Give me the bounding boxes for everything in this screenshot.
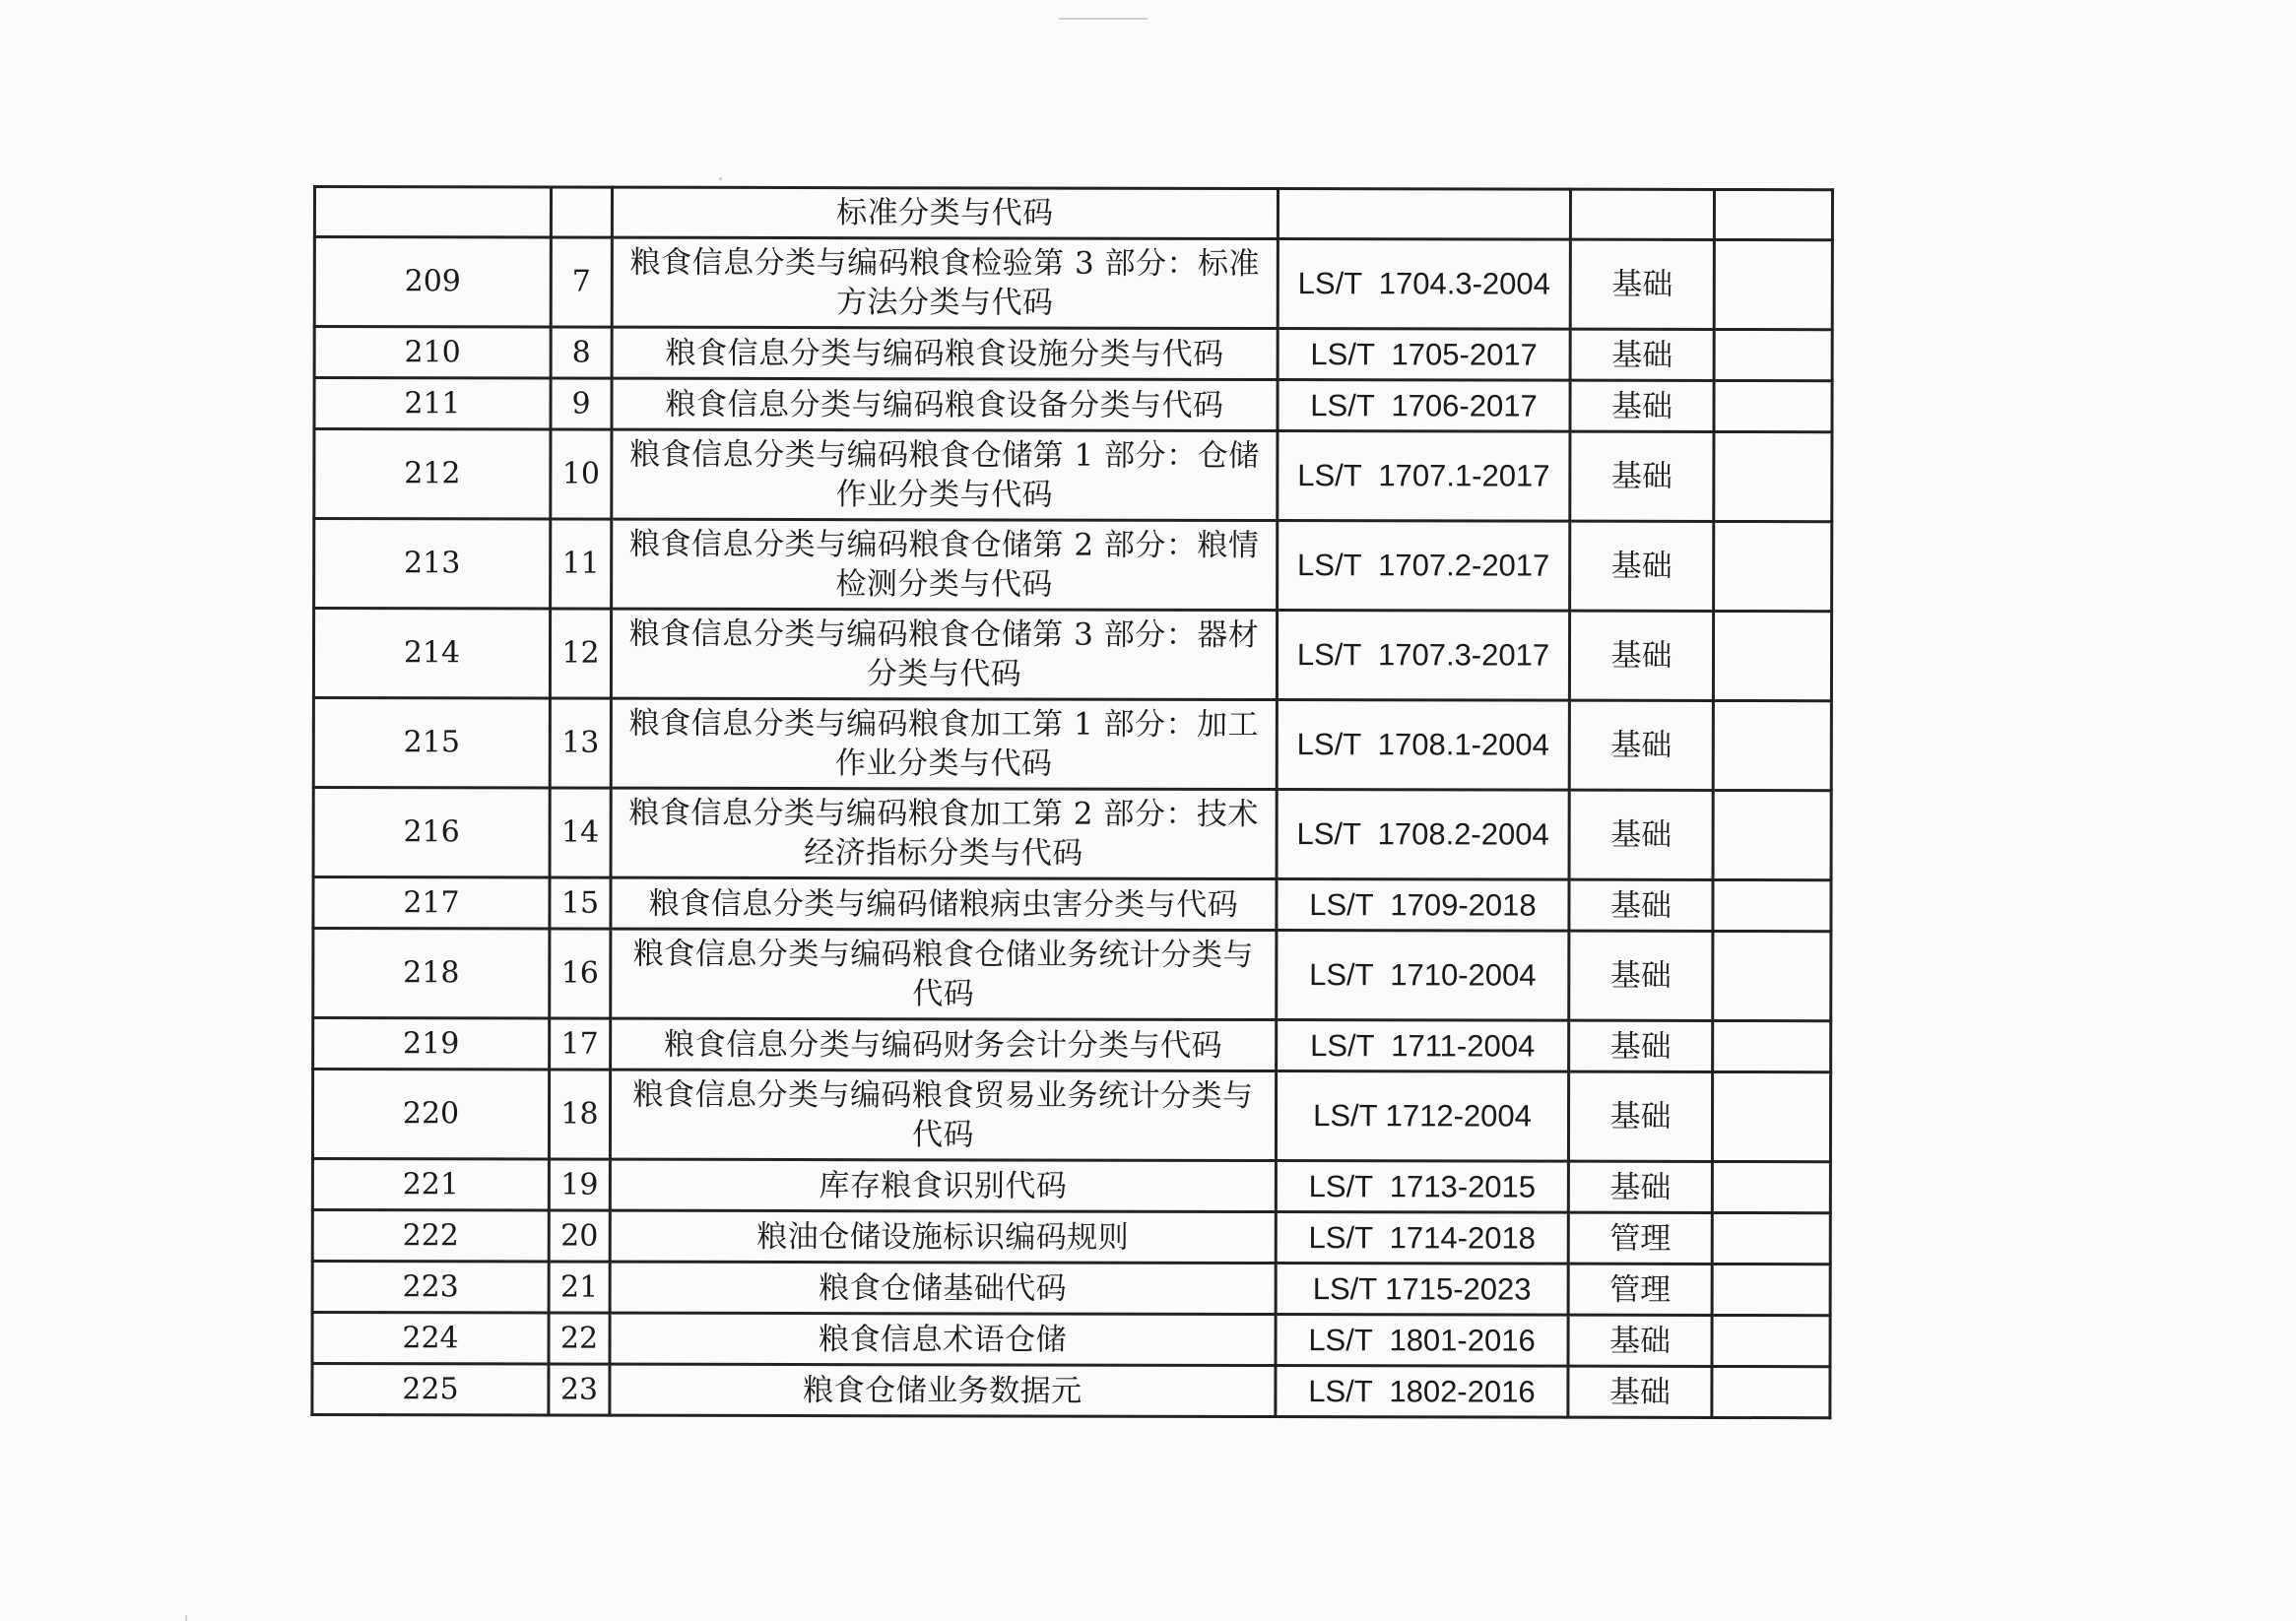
row-number-cell: 221	[312, 1159, 549, 1211]
table-row	[312, 1313, 1830, 1367]
row-number-cell: 220	[312, 1070, 549, 1160]
table-row	[312, 1210, 1830, 1264]
standard-name-cell: 粮食仓储业务数据元	[610, 1364, 1276, 1416]
category-cell: 管理	[1568, 1212, 1712, 1264]
row-number-cell: 213	[314, 519, 551, 610]
standard-code-cell: LS/T 1710-2004	[1277, 931, 1569, 1021]
standard-code-cell: LS/T 1707.3-2017	[1277, 611, 1569, 701]
standard-name-cell: 粮食信息分类与编码粮食仓储第 2 部分：粮情检测分类与代码	[612, 519, 1278, 610]
category-cell: 基础	[1569, 879, 1713, 931]
note-cell	[1714, 431, 1832, 521]
standard-code-cell: LS/T 1707.1-2017	[1278, 431, 1570, 522]
note-cell	[1712, 1315, 1830, 1366]
sub-number-cell: 21	[549, 1262, 610, 1313]
table-row	[313, 609, 1831, 701]
note-cell	[1714, 521, 1832, 611]
note-cell	[1713, 931, 1831, 1020]
row-number-cell: 210	[314, 327, 551, 379]
row-number-cell: 218	[313, 929, 550, 1019]
table-row	[313, 877, 1831, 932]
table-row	[312, 1070, 1830, 1162]
row-number-cell: 209	[314, 237, 551, 328]
standard-name-cell: 粮食信息分类与编码粮食检验第 3 部分：标准方法分类与代码	[612, 237, 1278, 328]
note-cell	[1712, 1212, 1830, 1264]
sub-number-cell: 15	[550, 877, 611, 929]
category-cell: 基础	[1569, 1020, 1713, 1071]
row-number-cell: 212	[314, 429, 551, 520]
table-row	[312, 1262, 1830, 1316]
row-number-cell: 225	[312, 1364, 549, 1416]
standard-name-cell: 粮食信息分类与编码粮食仓储第 3 部分：器材分类与代码	[611, 609, 1277, 699]
table-row	[313, 698, 1831, 791]
category-cell: 管理	[1568, 1264, 1712, 1315]
standard-name-cell: 粮食信息分类与编码储粮病虫害分类与代码	[611, 877, 1277, 930]
table-row	[313, 788, 1831, 880]
sub-number-cell: 22	[549, 1313, 610, 1364]
note-cell	[1713, 700, 1831, 790]
sub-number-cell: 8	[551, 327, 612, 378]
note-cell	[1713, 1020, 1831, 1071]
scan-speck	[185, 1615, 187, 1621]
standard-code-cell: LS/T 1706-2017	[1278, 380, 1570, 432]
standard-code-cell: LS/T 1715-2023	[1276, 1264, 1568, 1316]
standard-name-cell: 库存粮食识别代码	[610, 1159, 1276, 1211]
note-cell	[1713, 790, 1831, 879]
category-cell: 基础	[1568, 1071, 1712, 1161]
sub-number-cell: 12	[550, 609, 611, 698]
standard-code-cell: LS/T 1704.3-2004	[1278, 239, 1570, 330]
sub-number-cell: 16	[550, 929, 611, 1018]
sub-number-cell: 17	[550, 1018, 611, 1070]
table-row	[313, 929, 1831, 1021]
row-number-cell	[314, 187, 551, 238]
sub-number-cell: 20	[549, 1210, 610, 1262]
note-cell	[1712, 1264, 1830, 1315]
standard-code-cell: LS/T 1712-2004	[1276, 1071, 1568, 1162]
category-cell: 基础	[1570, 521, 1714, 611]
standard-name-cell: 粮食信息分类与编码粮食加工第 1 部分：加工作业分类与代码	[611, 698, 1277, 789]
standard-name-cell: 粮食信息分类与编码粮食加工第 2 部分：技术经济指标分类与代码	[611, 788, 1277, 878]
standard-name-cell: 粮油仓储设施标识编码规则	[610, 1210, 1276, 1263]
table-row	[312, 1364, 1830, 1418]
note-cell	[1713, 611, 1831, 700]
standard-code-cell: LS/T 1801-2016	[1276, 1315, 1568, 1367]
sub-number-cell: 10	[551, 429, 612, 519]
row-number-cell: 215	[313, 698, 550, 789]
table-row	[314, 378, 1832, 432]
standard-name-cell: 标准分类与代码	[612, 187, 1278, 238]
scan-speck	[1059, 18, 1148, 20]
note-cell	[1712, 1161, 1830, 1212]
row-number-cell: 222	[312, 1210, 549, 1263]
note-cell	[1712, 1366, 1830, 1417]
sub-number-cell: 7	[551, 237, 612, 327]
row-number-cell: 214	[313, 609, 550, 699]
standard-name-cell: 粮食信息术语仓储	[610, 1313, 1276, 1365]
sub-number-cell: 11	[551, 519, 612, 609]
standard-code-cell: LS/T 1713-2015	[1276, 1161, 1568, 1213]
note-cell	[1712, 1071, 1830, 1161]
standard-name-cell: 粮食信息分类与编码粮食仓储第 1 部分：仓储作业分类与代码	[612, 429, 1278, 520]
standard-code-cell: LS/T 1802-2016	[1276, 1366, 1568, 1418]
standard-code-cell: LS/T 1714-2018	[1276, 1212, 1568, 1264]
category-cell: 基础	[1568, 1315, 1712, 1366]
row-number-cell: 223	[312, 1262, 549, 1314]
standard-code-cell: LS/T 1709-2018	[1277, 879, 1569, 932]
category-cell: 基础	[1568, 1161, 1712, 1212]
category-cell: 基础	[1569, 700, 1713, 790]
table-row	[314, 237, 1832, 330]
category-cell: 基础	[1569, 611, 1713, 700]
row-number-cell: 224	[312, 1313, 549, 1365]
standard-code-cell: LS/T 1707.2-2017	[1278, 521, 1570, 612]
row-number-cell: 217	[313, 877, 550, 930]
standard-name-cell: 粮食信息分类与编码粮食仓储业务统计分类与代码	[611, 929, 1277, 1019]
scan-speck	[719, 177, 722, 180]
standard-code-cell: LS/T 1708.1-2004	[1277, 700, 1569, 791]
sub-number-cell: 19	[549, 1159, 610, 1210]
category-cell: 基础	[1570, 329, 1714, 380]
category-cell: 基础	[1570, 239, 1714, 329]
category-cell	[1570, 189, 1714, 239]
table-row	[314, 519, 1832, 612]
table-row	[314, 327, 1832, 381]
category-cell: 基础	[1568, 1366, 1712, 1417]
standard-code-cell: LS/T 1711-2004	[1277, 1020, 1569, 1072]
sub-number-cell: 9	[551, 378, 612, 429]
standard-code-cell: LS/T 1705-2017	[1278, 329, 1570, 381]
note-cell	[1714, 380, 1832, 431]
table-row	[314, 187, 1832, 240]
standard-name-cell: 粮食信息分类与编码粮食设施分类与代码	[612, 327, 1278, 379]
table-row	[312, 1159, 1830, 1213]
category-cell: 基础	[1569, 931, 1713, 1020]
category-cell: 基础	[1570, 380, 1714, 431]
table-row	[313, 1018, 1831, 1072]
row-number-cell: 211	[314, 378, 551, 430]
standards-table	[310, 185, 1834, 1419]
sub-number-cell	[551, 187, 612, 237]
standard-name-cell: 粮食信息分类与编码粮食设备分类与代码	[612, 378, 1278, 430]
note-cell	[1714, 189, 1832, 239]
category-cell: 基础	[1569, 790, 1713, 879]
standard-code-cell: LS/T 1708.2-2004	[1277, 790, 1569, 880]
sub-number-cell: 18	[549, 1070, 610, 1159]
standard-name-cell: 粮食仓储基础代码	[610, 1262, 1276, 1314]
note-cell	[1714, 239, 1832, 329]
sub-number-cell: 23	[549, 1364, 610, 1415]
table-row	[314, 429, 1832, 522]
sub-number-cell: 14	[550, 788, 611, 877]
row-number-cell: 216	[313, 788, 550, 878]
row-number-cell: 219	[313, 1018, 550, 1070]
standard-code-cell	[1278, 189, 1570, 240]
note-cell	[1713, 879, 1831, 931]
standard-name-cell: 粮食信息分类与编码粮食贸易业务统计分类与代码	[610, 1070, 1276, 1160]
sub-number-cell: 13	[550, 698, 611, 788]
note-cell	[1714, 329, 1832, 380]
category-cell: 基础	[1570, 431, 1714, 521]
standard-name-cell: 粮食信息分类与编码财务会计分类与代码	[611, 1018, 1277, 1070]
